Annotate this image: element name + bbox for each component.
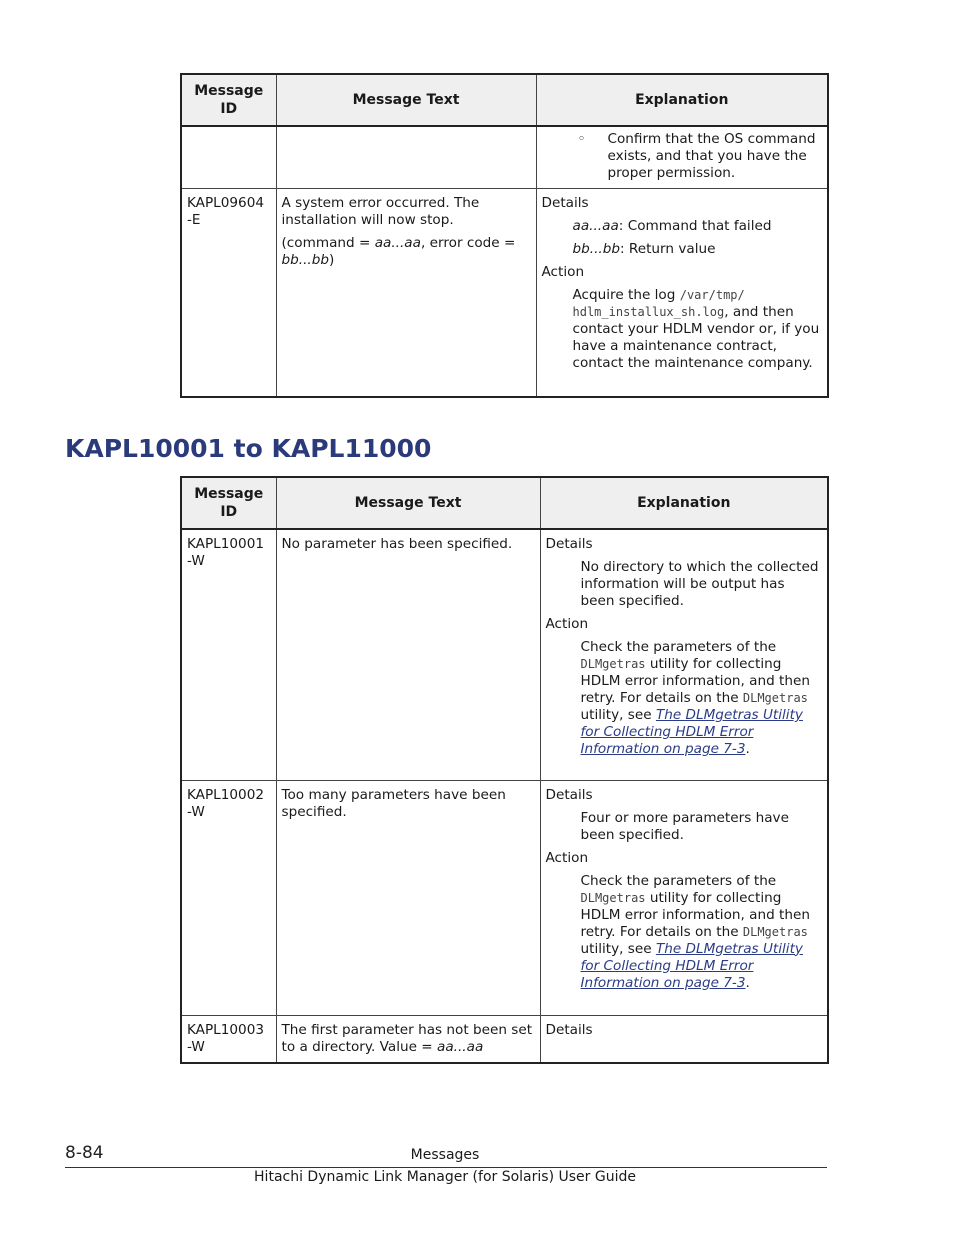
details-text: Four or more parameters have been specified. (580, 809, 789, 843)
table-header-row (181, 477, 828, 529)
footer-section-title: Messages (410, 1147, 480, 1163)
message-id: KAPL09604 -E (181, 189, 276, 397)
bullet-text: Confirm that the OS command exists, and that you have the proper permission. (607, 131, 816, 181)
header-explanation: Explanation (536, 74, 828, 126)
table-row (181, 780, 828, 1015)
action-label: Action (545, 616, 589, 632)
header-message-id: Message ID (181, 74, 276, 126)
table-row (181, 529, 828, 780)
details-label: Details (541, 195, 589, 211)
message-text-line: (command = aa...aa, error code = bb...bb) (281, 235, 516, 268)
message-text (276, 189, 536, 397)
command-name: DLMgetras (580, 890, 646, 905)
log-path: /var/tmp/ hdlm_installux_sh.log (572, 288, 745, 319)
cell-empty-text (276, 126, 536, 189)
footer-book-title: Hitachi Dynamic Link Manager (for Solaris) User Guide (254, 1169, 636, 1185)
table-header-row (181, 74, 828, 126)
hollow-bullet-icon: ◦ (577, 131, 586, 147)
message-table-top (180, 73, 829, 398)
action-text: Check the parameters of the DLMgetras utility for collecting HDLM error information, and then retry. For details on the DLMgetras utility, see The DLMgetras Utility for Collecting HDLM Error Information on page 7-3. (580, 872, 810, 991)
header-message-id: Message ID (181, 477, 276, 529)
cross-reference-link[interactable]: The DLMgetras Utility for Collecting HDLM Error Information on page 7-3 (580, 940, 803, 991)
explanation (536, 189, 828, 397)
message-id: KAPL10001 -W (181, 529, 276, 780)
message-id: KAPL10002 -W (181, 780, 276, 1015)
message-text-line: A system error occurred. The installation will now stop. (281, 195, 480, 228)
footer-divider (65, 1167, 827, 1168)
page-number: 8-84 (65, 1143, 104, 1163)
header-message-text: Message Text (276, 74, 536, 126)
message-text: The first parameter has not been set to a directory. Value = aa...aa (276, 1015, 540, 1063)
explanation (540, 1015, 828, 1063)
command-name: DLMgetras (742, 691, 808, 705)
action-text: Acquire the log /var/tmp/ hdlm_installux_sh.log, and then contact your HDLM vendor or, if you have a maintenance contract, contact the maintenance company. (572, 287, 820, 371)
command-name: DLMgetras (580, 657, 646, 671)
bullet-item (577, 131, 823, 182)
table-row (181, 126, 828, 189)
message-text: No parameter has been specified. (276, 529, 540, 780)
section-heading: KAPL10001 to KAPL11000 (65, 434, 432, 463)
command-name: DLMgetras (742, 924, 808, 939)
details-text: No directory to which the collected information will be output has been specified. (580, 559, 819, 609)
header-explanation: Explanation (540, 477, 828, 529)
details-text: bb...bb: Return value (572, 241, 716, 257)
cell-empty-id (181, 126, 276, 189)
message-text: Too many parameters have been specified. (276, 780, 540, 1015)
action-label: Action (545, 849, 589, 866)
explanation (540, 780, 828, 1015)
details-label: Details (545, 1021, 593, 1038)
details-label: Details (545, 536, 593, 552)
table-row (181, 189, 828, 397)
cross-reference-link[interactable]: The DLMgetras Utility for Collecting HDLM Error Information on page 7-3 (580, 707, 803, 757)
details-label: Details (545, 786, 593, 803)
cell-explanation (536, 126, 828, 189)
table-row (181, 1015, 828, 1063)
header-message-text: Message Text (276, 477, 540, 529)
message-table-kapl10001 (180, 476, 829, 1064)
action-label: Action (541, 264, 585, 280)
action-text: Check the parameters of the DLMgetras utility for collecting HDLM error information, and then retry. For details on the DLMgetras utility, see The DLMgetras Utility for Collecting HDLM Error Information on page 7-3. (580, 639, 810, 757)
details-text: aa...aa: Command that failed (572, 218, 772, 234)
message-id: KAPL10003 -W (181, 1015, 276, 1063)
explanation (540, 529, 828, 780)
